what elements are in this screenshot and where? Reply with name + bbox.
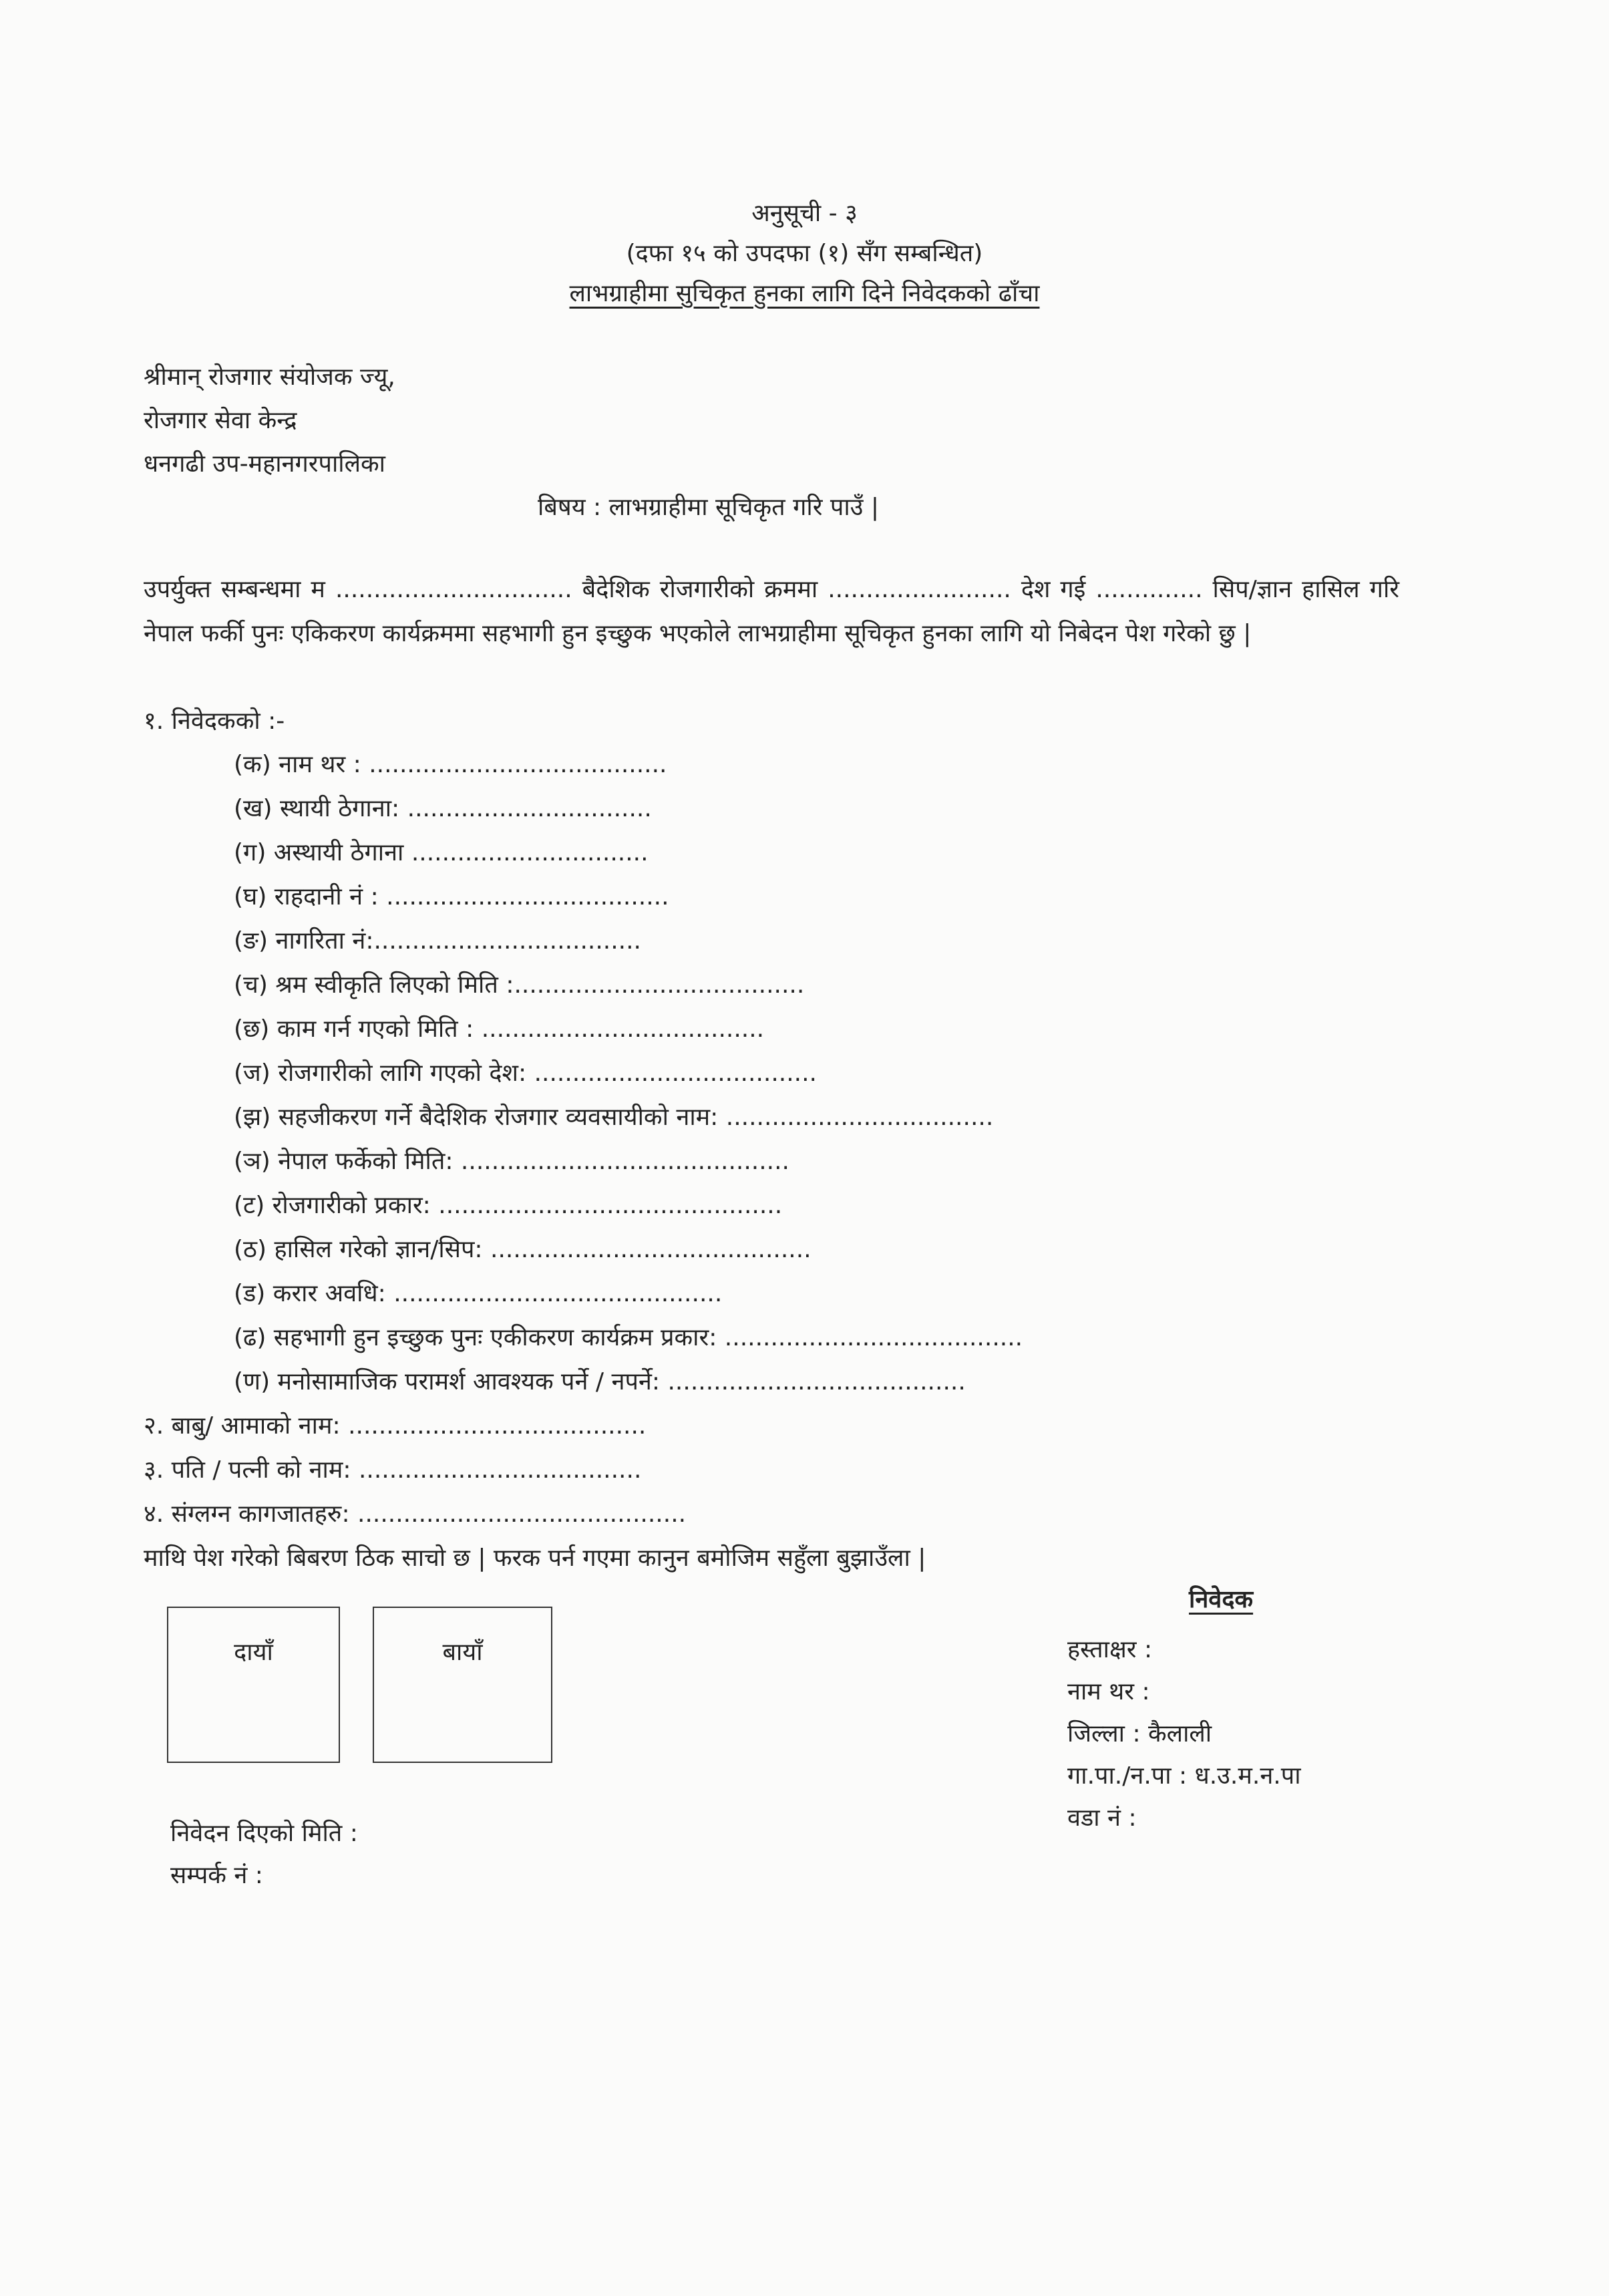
ward-label: वडा नं :	[1067, 1804, 1137, 1832]
form-title	[0, 277, 1609, 311]
field-permanent-address: (ख) स्थायी ठेगाना: ................................	[234, 795, 652, 822]
field-return-date: (ञ) नेपाल फर्केको मिति: ...........................................	[234, 1148, 790, 1175]
field-employment-type: (ट) रोजगारीको प्रकार: .............................................	[234, 1192, 783, 1219]
field-name: (क) नाम थर : .......................................	[234, 751, 667, 778]
body-paragraph: उपर्युक्त सम्बन्धमा म ............................... बैदेशिक रोजगारीको क्रममा ........................ देश गई .............. सिप/ज्ञान हासिल गरि नेपाल फर्की पुनः एकिकरण कार्यक्रममा सहभागी हुन इच्छुक भएकोले लाभग्राहीमा सूचिकृत हुनका लागि यो निबेदन पेश गरेको छु |	[144, 576, 1399, 647]
addressee-line1: श्रीमान् रोजगार संयोजक ज्यू,	[144, 363, 395, 391]
field-agency-name: (झ) सहजीकरण गर्ने बैदेशिक रोजगार व्यवसायीको नाम: ...................................	[234, 1104, 994, 1131]
field-skills-acquired: (ठ) हासिल गरेको ज्ञान/सिप: ..........................................	[234, 1236, 812, 1263]
field-contract-period: (ड) करार अवधि: ...........................................	[234, 1280, 723, 1307]
right-thumbprint-label: दायाँ	[234, 1639, 273, 1666]
field-psychosocial-counseling: (ण) मनोसामाजिक परामर्श आवश्यक पर्ने / नपर्ने: .......................................	[234, 1368, 966, 1396]
field-parents-name: २. बाबु/ आमाको नाम: .......................................	[144, 1412, 647, 1440]
field-attached-documents: ४. संग्लग्न कागजातहरु: ...........................................	[144, 1500, 687, 1528]
applicant-name-label: नाम थर :	[1067, 1678, 1150, 1705]
field-temporary-address: (ग) अस्थायी ठेगाना ...............................	[234, 839, 649, 866]
contact-number-label: सम्पर्क नं :	[170, 1862, 263, 1889]
field-labor-permit-date: (च) श्रम स्वीकृति लिएको मिति :......................................	[234, 971, 805, 999]
addressee-line2: रोजगार सेवा केन्द्र	[144, 407, 297, 434]
municipality-label: गा.पा./न.पा : ध.उ.म.न.पा	[1067, 1762, 1301, 1790]
field-reintegration-program: (ढ) सहभागी हुन इच्छुक पुनः एकीकरण कार्यक्रम प्रकार: .......................................	[234, 1324, 1023, 1351]
application-date-label: निवेदन दिएको मिति :	[170, 1820, 358, 1847]
left-thumbprint-label: बायाँ	[442, 1639, 483, 1666]
subject-line: बिषय : लाभग्राहीमा सूचिकृत गरि पाउँ |	[538, 494, 879, 521]
addressee-line3: धनगढी उप-महानगरपालिका	[144, 450, 386, 478]
schedule-number: अनुसूची - ३	[751, 200, 858, 227]
right-thumbprint-box	[167, 1607, 340, 1763]
field-departure-date: (छ) काम गर्न गएको मिति : .....................................	[234, 1015, 765, 1043]
declaration: माथि पेश गरेको बिबरण ठिक साचो छ | फरक पर्न गएमा कानुन बमोजिम सहुँला बुझाउँला |	[144, 1544, 926, 1572]
applicant-heading: निवेदक	[1189, 1586, 1254, 1613]
section1-title: १. निवेदकको :-	[144, 707, 285, 735]
form-title-text: लाभग्राहीमा सुचिकृत हुनका लागि दिने निवेदकको ढाँचा	[569, 280, 1040, 307]
field-citizenship-number: (ङ) नागरिता नं:...................................	[234, 927, 641, 955]
field-passport-number: (घ) राहदानी नं : .....................................	[234, 883, 669, 911]
section-reference: (दफा १५ को उपदफा (१) सँग सम्बन्धित)	[626, 240, 983, 267]
signature-label: हस्ताक्षर :	[1067, 1636, 1153, 1663]
left-thumbprint-box	[373, 1607, 552, 1763]
field-destination-country: (ज) रोजगारीको लागि गएको देश: .....................................	[234, 1059, 817, 1087]
field-spouse-name: ३. पति / पत्नी को नाम: .....................................	[144, 1456, 642, 1484]
district-label: जिल्ला : कैलाली	[1067, 1720, 1212, 1748]
